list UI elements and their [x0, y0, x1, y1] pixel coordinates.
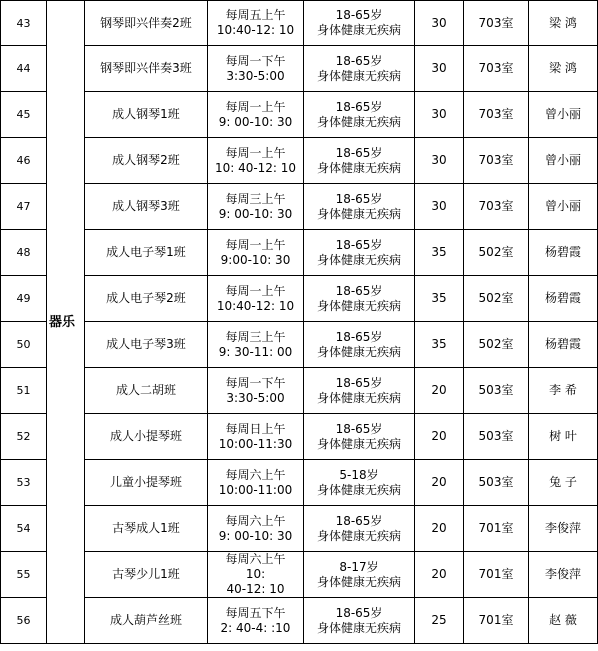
course-name-cell	[85, 598, 208, 644]
schedule-time: 9: 00-10: 30	[218, 528, 293, 543]
capacity: 30	[431, 61, 447, 75]
row-number-cell	[1, 414, 47, 460]
teacher-cell	[529, 184, 598, 230]
course-name: 成人钢琴2班	[112, 153, 180, 167]
schedule-time: 2: 40-4: :10	[220, 620, 291, 635]
room: 701室	[478, 521, 514, 535]
room-cell	[464, 92, 529, 138]
health-requirement: 身体健康无疾病	[316, 298, 401, 313]
row-number: 53	[16, 476, 31, 489]
health-requirement: 身体健康无疾病	[316, 574, 401, 589]
table-row	[1, 368, 598, 414]
requirement-cell	[304, 368, 415, 414]
capacity: 35	[431, 291, 447, 305]
room-cell	[464, 414, 529, 460]
schedule-time: 9: 00-10: 30	[218, 114, 293, 129]
course-name: 成人二胡班	[115, 383, 176, 397]
course-name: 儿童小提琴班	[109, 475, 182, 489]
health-requirement: 身体健康无疾病	[316, 344, 401, 359]
requirement-cell	[304, 230, 415, 276]
category-label: 器乐	[49, 314, 76, 330]
schedule-time-continued: 40-12: 10	[226, 582, 285, 596]
age-range: 18-65岁	[335, 237, 383, 252]
age-range: 18-65岁	[335, 53, 383, 68]
table-row	[1, 92, 598, 138]
course-name-cell	[85, 506, 208, 552]
course-name-cell	[85, 230, 208, 276]
age-range: 18-65岁	[335, 145, 383, 160]
capacity: 30	[431, 153, 447, 167]
row-number: 48	[16, 246, 31, 259]
room: 502室	[478, 245, 514, 259]
requirement-cell	[304, 414, 415, 460]
teacher-name: 梁 鸿	[549, 15, 577, 30]
schedule-cell	[208, 46, 304, 92]
age-range: 18-65岁	[335, 283, 383, 298]
teacher-name: 梁 鸿	[549, 61, 577, 75]
schedule-time: 3:30-5:00	[226, 390, 285, 405]
course-name: 古琴成人1班	[112, 521, 180, 535]
schedule-cell	[208, 368, 304, 414]
row-number: 51	[16, 384, 31, 397]
course-name-cell	[85, 414, 208, 460]
capacity: 20	[431, 567, 447, 581]
room: 703室	[478, 153, 514, 167]
requirement-cell	[304, 276, 415, 322]
teacher-cell	[529, 92, 598, 138]
schedule-cell	[208, 1, 304, 46]
room: 701室	[478, 567, 514, 581]
table-row	[1, 230, 598, 276]
health-requirement: 身体健康无疾病	[316, 114, 401, 129]
schedule-day: 每周六上午	[225, 513, 286, 528]
health-requirement: 身体健康无疾病	[316, 23, 401, 37]
course-name-cell	[85, 184, 208, 230]
row-number: 43	[16, 16, 31, 30]
teacher-name: 李俊萍	[544, 567, 581, 581]
schedule-cell	[208, 506, 304, 552]
teacher-name: 赵 薇	[549, 613, 577, 627]
capacity: 30	[431, 199, 447, 213]
age-range: 18-65岁	[335, 513, 383, 528]
health-requirement: 身体健康无疾病	[316, 436, 401, 451]
schedule-day: 每周一上午	[225, 237, 286, 252]
capacity-cell	[415, 138, 464, 184]
capacity-cell	[415, 506, 464, 552]
course-name: 古琴少儿1班	[112, 567, 180, 581]
schedule-cell	[208, 230, 304, 276]
room-cell	[464, 138, 529, 184]
teacher-cell	[529, 46, 598, 92]
row-number: 50	[16, 338, 31, 351]
age-range: 18-65岁	[335, 375, 383, 390]
room-cell	[464, 506, 529, 552]
table-row	[1, 322, 598, 368]
capacity: 20	[431, 383, 447, 397]
capacity-cell	[415, 184, 464, 230]
schedule-day: 每周一上午	[225, 283, 286, 298]
capacity-cell	[415, 1, 464, 46]
schedule-time: 9: 00-10: 30	[218, 206, 293, 221]
row-number-cell	[1, 368, 47, 414]
teacher-name: 杨碧霞	[544, 291, 581, 305]
row-number: 44	[16, 62, 31, 75]
course-name-cell	[85, 1, 208, 46]
room: 502室	[478, 291, 514, 305]
capacity-cell	[415, 414, 464, 460]
room: 503室	[478, 429, 514, 443]
room: 703室	[478, 107, 514, 121]
course-name: 成人钢琴3班	[112, 199, 180, 213]
requirement-cell	[304, 598, 415, 644]
schedule-time: 9: 30-11: 00	[218, 344, 293, 359]
schedule-time: 10:	[245, 567, 266, 581]
course-name-cell	[85, 322, 208, 368]
age-range: 5-18岁	[339, 467, 379, 482]
teacher-cell	[529, 460, 598, 506]
health-requirement: 身体健康无疾病	[316, 160, 401, 175]
capacity: 20	[431, 521, 447, 535]
health-requirement: 身体健康无疾病	[316, 252, 401, 267]
schedule-cell	[208, 138, 304, 184]
teacher-cell	[529, 276, 598, 322]
schedule-cell	[208, 598, 304, 644]
schedule-time: 9:00-10: 30	[220, 252, 291, 267]
capacity-cell	[415, 322, 464, 368]
table-row	[1, 46, 598, 92]
capacity: 30	[431, 15, 447, 30]
requirement-cell	[304, 92, 415, 138]
capacity: 25	[431, 613, 447, 627]
table-body	[1, 1, 598, 644]
teacher-cell	[529, 368, 598, 414]
health-requirement: 身体健康无疾病	[316, 482, 401, 497]
age-range: 18-65岁	[335, 605, 383, 620]
schedule-day: 每周一上午	[225, 145, 286, 160]
age-range: 18-65岁	[335, 329, 383, 344]
teacher-name: 李 希	[549, 383, 577, 397]
schedule-day: 每周日上午	[225, 421, 286, 436]
room: 502室	[478, 337, 514, 351]
table-row	[1, 460, 598, 506]
capacity: 35	[431, 245, 447, 259]
row-number-cell	[1, 92, 47, 138]
health-requirement: 身体健康无疾病	[316, 528, 401, 543]
requirement-cell	[304, 184, 415, 230]
course-name: 成人电子琴3班	[106, 337, 186, 351]
table-row	[1, 506, 598, 552]
schedule-cell	[208, 322, 304, 368]
teacher-cell	[529, 552, 598, 598]
schedule-time: 10:40-12: 10	[216, 23, 295, 37]
schedule-time: 10:00-11:00	[218, 482, 293, 497]
room-cell	[464, 276, 529, 322]
age-range: 18-65岁	[335, 99, 383, 114]
table-row	[1, 276, 598, 322]
table-row	[1, 138, 598, 184]
teacher-name: 曾小丽	[544, 107, 581, 121]
requirement-cell	[304, 506, 415, 552]
row-number: 46	[16, 154, 31, 167]
schedule-time: 3:30-5:00	[226, 68, 285, 83]
capacity-cell	[415, 92, 464, 138]
room: 503室	[478, 383, 514, 397]
room: 503室	[478, 475, 514, 489]
row-number-cell	[1, 1, 47, 46]
capacity-cell	[415, 598, 464, 644]
row-number-cell	[1, 184, 47, 230]
capacity: 35	[431, 337, 447, 351]
teacher-cell	[529, 1, 598, 46]
course-name-cell	[85, 92, 208, 138]
room: 701室	[478, 613, 514, 627]
course-name: 钢琴即兴伴奏3班	[100, 61, 192, 75]
capacity-cell	[415, 460, 464, 506]
room: 703室	[478, 61, 514, 75]
schedule-day: 每周三上午	[225, 329, 286, 344]
teacher-cell	[529, 138, 598, 184]
room-cell	[464, 230, 529, 276]
row-number-cell	[1, 598, 47, 644]
teacher-name: 树 叶	[549, 429, 577, 443]
room: 703室	[478, 15, 514, 30]
requirement-cell	[304, 1, 415, 46]
row-number-cell	[1, 322, 47, 368]
schedule-time: 10:00-11:30	[218, 436, 293, 451]
health-requirement: 身体健康无疾病	[316, 620, 401, 635]
course-name-cell	[85, 46, 208, 92]
health-requirement: 身体健康无疾病	[316, 206, 401, 221]
age-range: 18-65岁	[335, 8, 383, 22]
schedule-cell	[208, 276, 304, 322]
health-requirement: 身体健康无疾病	[316, 68, 401, 83]
course-name-cell	[85, 368, 208, 414]
requirement-cell	[304, 322, 415, 368]
row-number-cell	[1, 138, 47, 184]
table-row	[1, 414, 598, 460]
row-number-cell	[1, 230, 47, 276]
teacher-name: 杨碧霞	[544, 337, 581, 351]
row-number: 49	[16, 292, 31, 305]
teacher-cell	[529, 414, 598, 460]
teacher-cell	[529, 598, 598, 644]
schedule-time: 10:40-12: 10	[216, 298, 295, 313]
course-name: 成人电子琴2班	[106, 291, 186, 305]
row-number: 47	[16, 200, 31, 213]
capacity: 20	[431, 475, 447, 489]
table-row	[1, 1, 598, 46]
row-number: 52	[16, 430, 31, 443]
course-name: 成人小提琴班	[109, 429, 182, 443]
table-row	[1, 598, 598, 644]
schedule-cell	[208, 184, 304, 230]
teacher-name: 曾小丽	[544, 199, 581, 213]
schedule-cell	[208, 552, 304, 598]
room-cell	[464, 460, 529, 506]
schedule-cell	[208, 460, 304, 506]
schedule-day: 每周一上午	[225, 99, 286, 114]
requirement-cell	[304, 46, 415, 92]
requirement-cell	[304, 460, 415, 506]
room-cell	[464, 46, 529, 92]
capacity-cell	[415, 46, 464, 92]
row-number-cell	[1, 460, 47, 506]
capacity-cell	[415, 552, 464, 598]
schedule-cell	[208, 414, 304, 460]
row-number: 56	[16, 614, 31, 627]
room: 703室	[478, 199, 514, 213]
row-number-cell	[1, 276, 47, 322]
teacher-name: 兔 子	[549, 475, 577, 489]
room-cell	[464, 1, 529, 46]
age-range: 8-17岁	[339, 559, 379, 574]
row-number: 45	[16, 108, 31, 121]
teacher-name: 李俊萍	[544, 521, 581, 535]
capacity: 20	[431, 429, 447, 443]
requirement-cell	[304, 552, 415, 598]
schedule-day: 每周一下午	[225, 53, 286, 68]
schedule-day: 每周五下午	[225, 605, 286, 620]
schedule-time: 10: 40-12: 10	[214, 160, 297, 175]
course-name-cell	[85, 552, 208, 598]
room-cell	[464, 368, 529, 414]
schedule-day: 每周六上午	[225, 467, 286, 482]
room-cell	[464, 322, 529, 368]
course-name: 成人钢琴1班	[112, 107, 180, 121]
room-cell	[464, 552, 529, 598]
teacher-cell	[529, 230, 598, 276]
teacher-cell	[529, 506, 598, 552]
course-name: 成人电子琴1班	[106, 245, 186, 259]
capacity-cell	[415, 368, 464, 414]
room-cell	[464, 184, 529, 230]
age-range: 18-65岁	[335, 191, 383, 206]
course-name-cell	[85, 138, 208, 184]
teacher-name: 曾小丽	[544, 153, 581, 167]
table-row	[1, 552, 598, 598]
category-cell	[47, 1, 85, 644]
schedule-day: 每周六上午	[225, 552, 286, 566]
course-name-cell	[85, 460, 208, 506]
capacity-cell	[415, 230, 464, 276]
course-name: 钢琴即兴伴奏2班	[100, 15, 192, 30]
teacher-cell	[529, 322, 598, 368]
capacity-cell	[415, 276, 464, 322]
age-range: 18-65岁	[335, 421, 383, 436]
schedule-cell	[208, 92, 304, 138]
row-number-cell	[1, 506, 47, 552]
course-name-cell	[85, 276, 208, 322]
schedule-day: 每周五上午	[225, 8, 286, 22]
room-cell	[464, 598, 529, 644]
teacher-name: 杨碧霞	[544, 245, 581, 259]
schedule-day: 每周三上午	[225, 191, 286, 206]
course-name: 成人葫芦丝班	[109, 613, 182, 627]
table-row	[1, 184, 598, 230]
requirement-cell	[304, 138, 415, 184]
capacity: 30	[431, 107, 447, 121]
row-number: 54	[16, 522, 31, 535]
row-number: 55	[16, 568, 31, 581]
row-number-cell	[1, 46, 47, 92]
row-number-cell	[1, 552, 47, 598]
health-requirement: 身体健康无疾病	[316, 390, 401, 405]
schedule-day: 每周一下午	[225, 375, 286, 390]
